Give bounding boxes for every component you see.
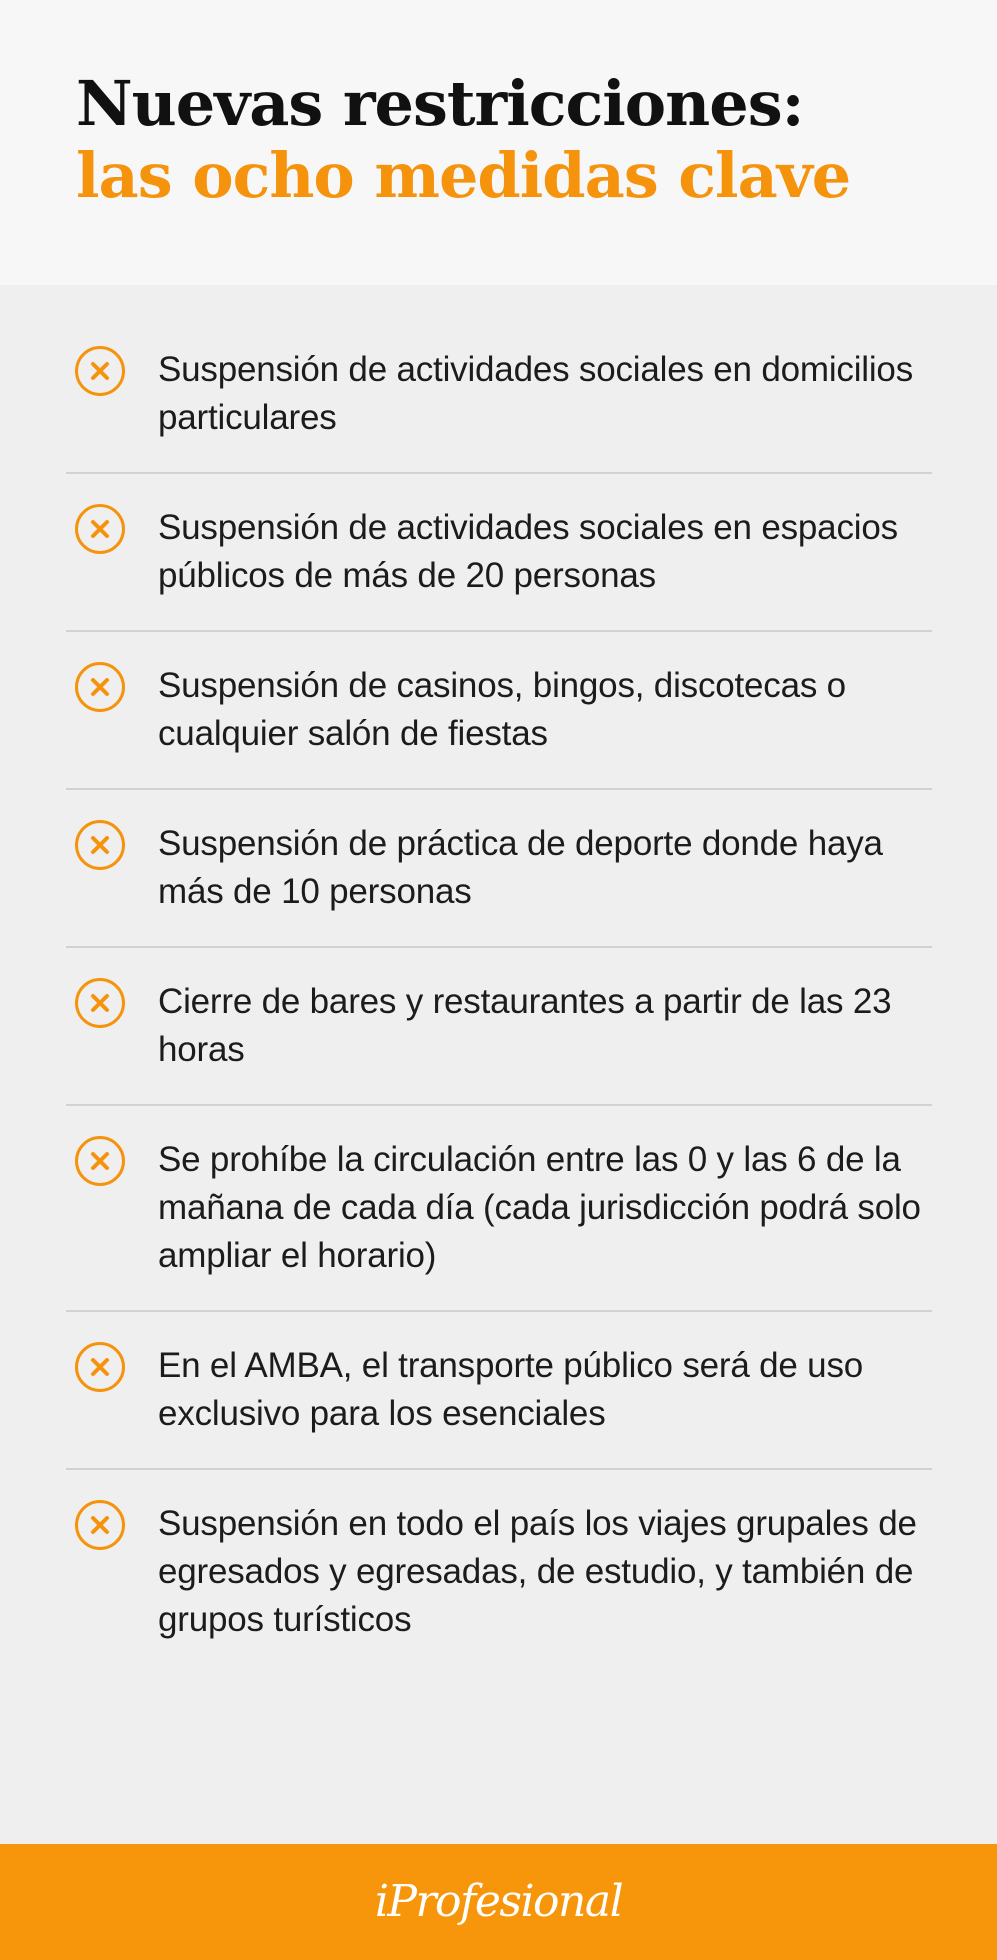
list-item [66,1106,932,1312]
list-item [66,1312,932,1470]
list-item [66,948,932,1106]
list-item-text: Se prohíbe la circulación entre las 0 y las 6 de la mañana de cada día (cada jurisdicción podrá solo ampliar el horario) [158,1140,921,1275]
header [0,0,997,285]
list-item-text: Suspensión de casinos, bingos, discotecas o cualquier salón de fiestas [158,666,846,753]
x-circle-icon [75,1500,125,1550]
x-circle-icon [75,504,125,554]
measures-list [66,322,932,1674]
x-circle-icon [75,662,125,712]
list-item-text: En el AMBA, el transporte público será de uso exclusivo para los esenciales [158,1346,864,1433]
x-circle-icon [75,346,125,396]
list-item-text: Suspensión de actividades sociales en espacios públicos de más de 20 personas [158,508,898,595]
list-item [66,474,932,632]
x-circle-icon [75,820,125,870]
page-title [76,68,850,212]
title-line-1: Nuevas restricciones: [76,67,804,140]
x-circle-icon [75,978,125,1028]
list-item-text: Suspensión de práctica de deporte donde haya más de 10 personas [158,824,883,911]
list-item-text: Suspensión en todo el país los viajes grupales de egresados y egresadas, de estudio, y también de grupos turísticos [158,1504,917,1639]
title-line-2: las ocho medidas clave [76,139,851,212]
list-item-text: Suspensión de actividades sociales en domicilios particulares [158,350,913,437]
list-item [66,322,932,474]
x-circle-icon [75,1136,125,1186]
footer [0,1844,997,1960]
x-circle-icon [75,1342,125,1392]
brand-logo: iProfesional [374,1876,623,1927]
list-item [66,1470,932,1674]
list-item [66,790,932,948]
list-item [66,632,932,790]
list-item-text: Cierre de bares y restaurantes a partir de las 23 horas [158,982,892,1069]
